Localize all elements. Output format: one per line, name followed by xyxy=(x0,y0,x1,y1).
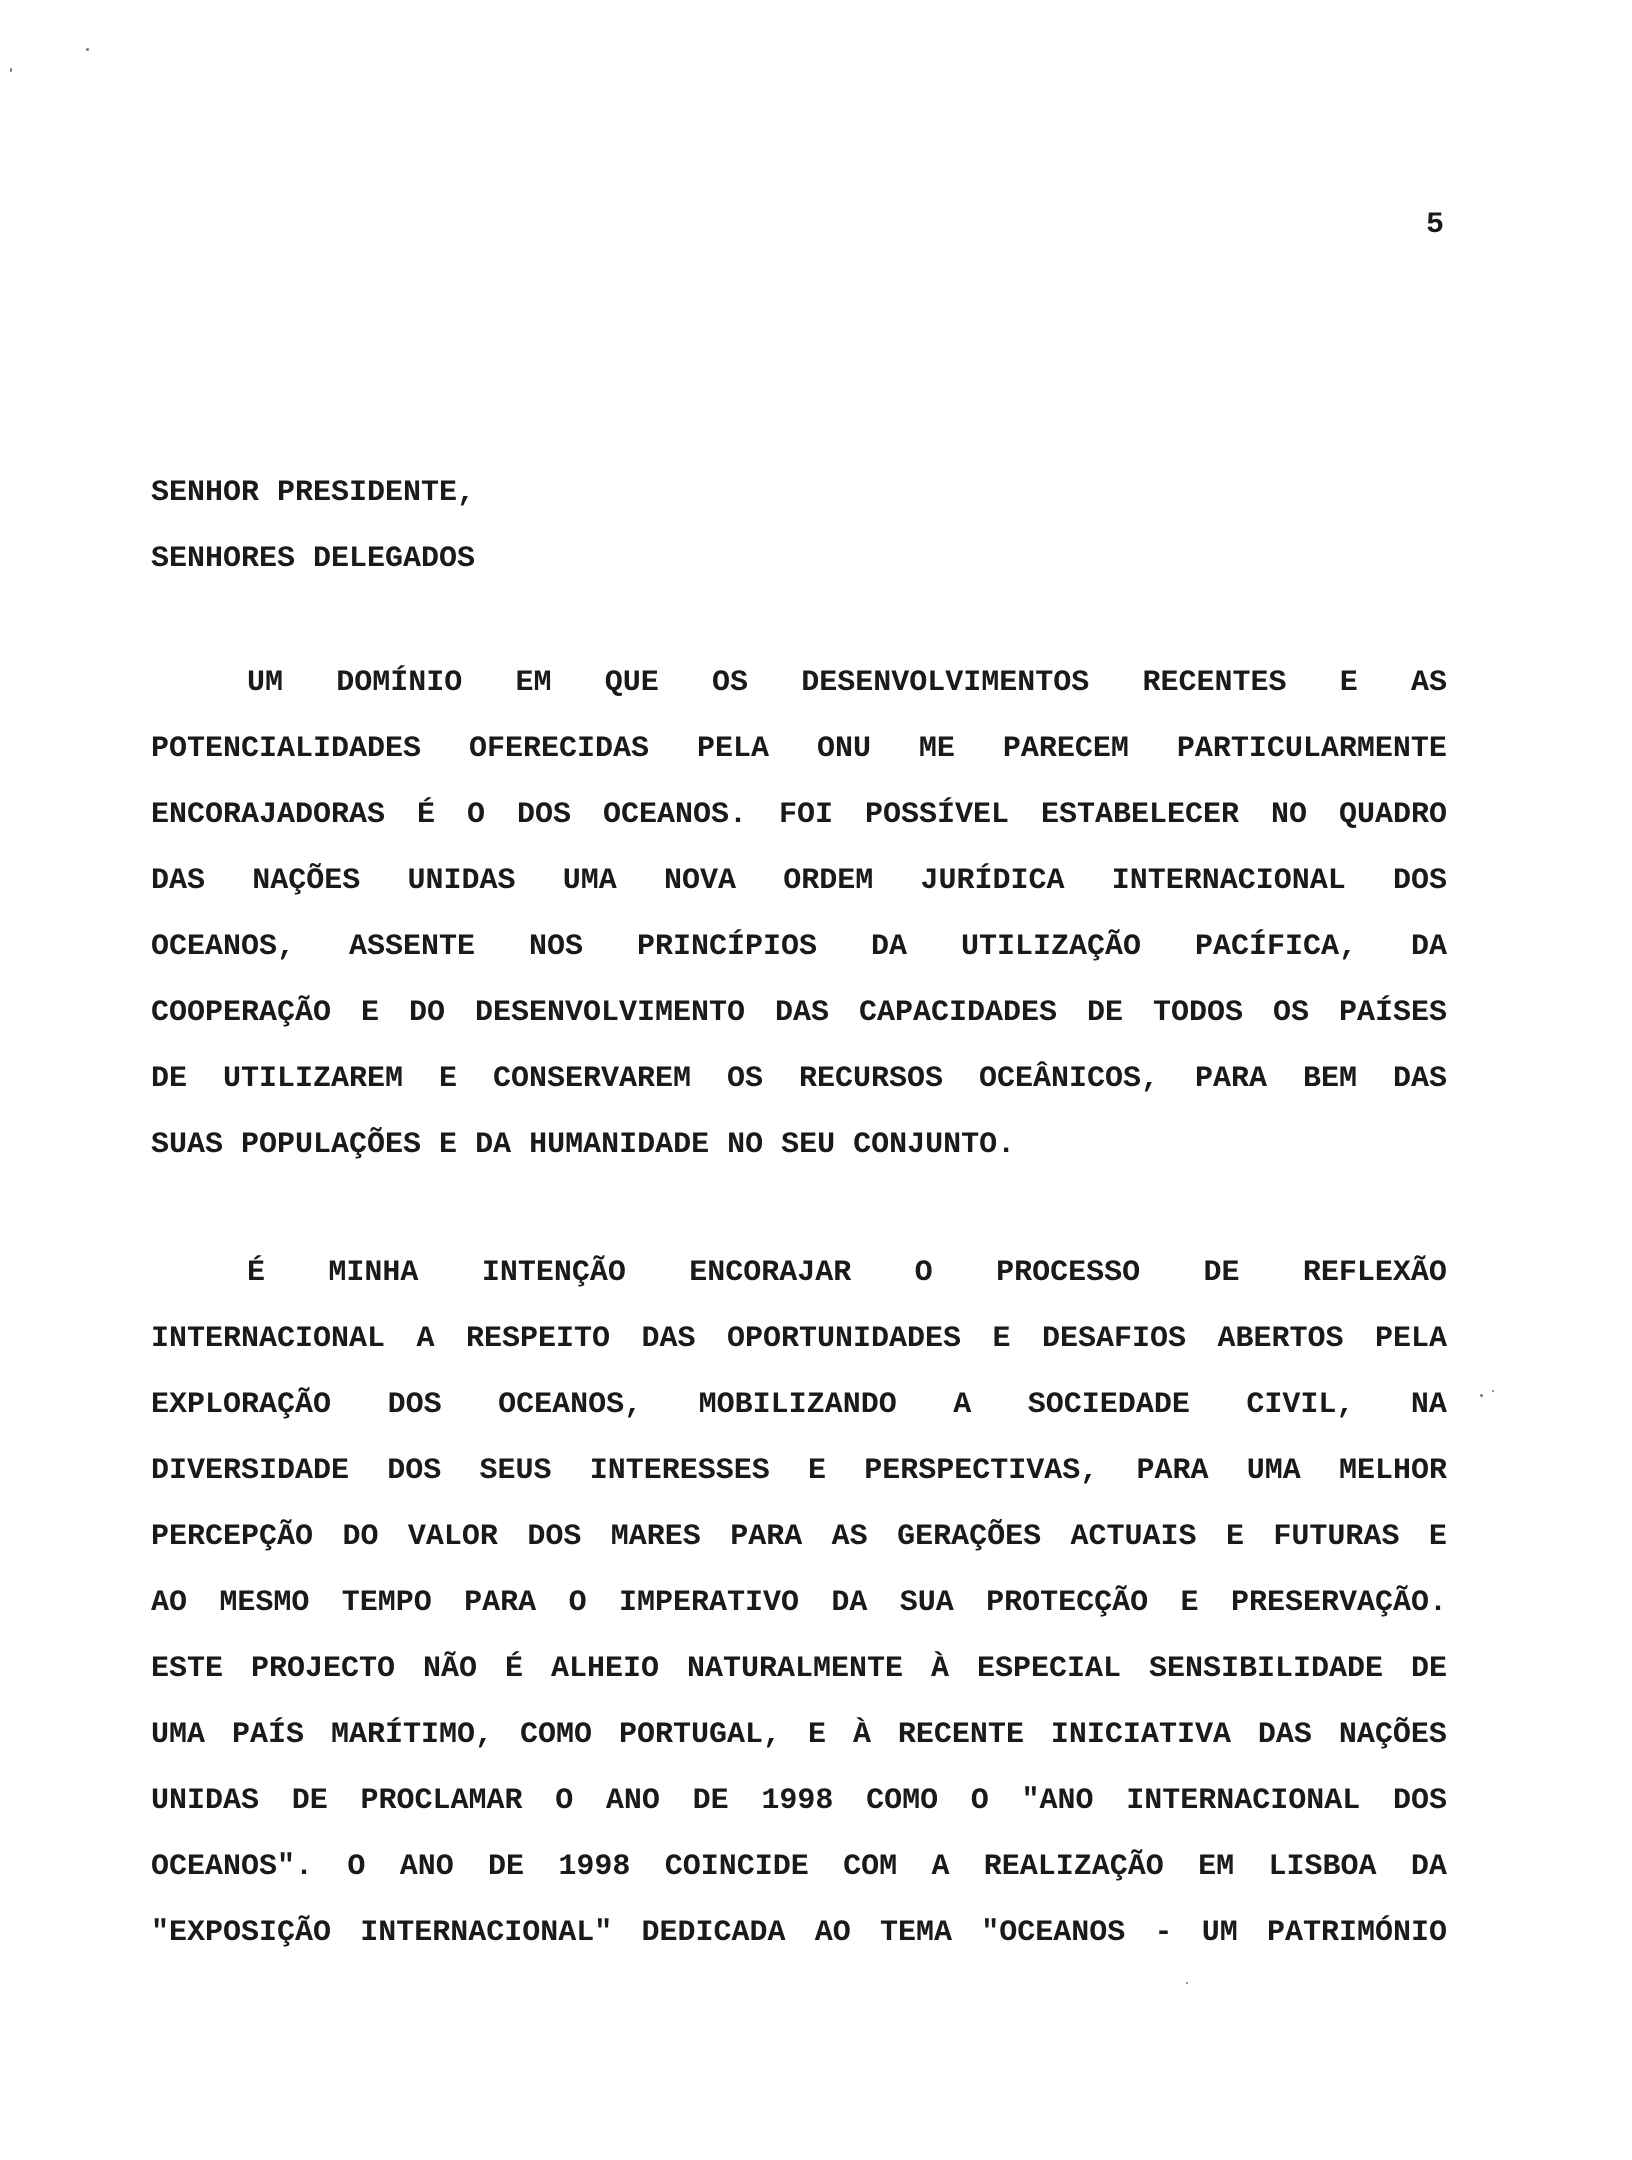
paragraph-line: ESTE PROJECTO NÃO É ALHEIO NATURALMENTE À ESPECIAL SENSIBILIDADE DE xyxy=(151,1652,1447,1686)
paragraph-oceans-domain xyxy=(151,650,1447,1178)
page-number: 5 xyxy=(1425,208,1444,242)
paragraph-line: "EXPOSIÇÃO INTERNACIONAL" DEDICADA AO TEMA "OCEANOS - UM PATRIMÓNIO xyxy=(151,1916,1447,1950)
paragraph-line: OCEANOS". O ANO DE 1998 COINCIDE COM A REALIZAÇÃO EM LISBOA DA xyxy=(151,1850,1447,1884)
paragraph-line: UNIDAS DE PROCLAMAR O ANO DE 1998 COMO O "ANO INTERNACIONAL DOS xyxy=(151,1784,1447,1818)
salutation xyxy=(151,460,1451,592)
paragraph-line: UM DOMÍNIO EM QUE OS DESENVOLVIMENTOS RECENTES E AS xyxy=(247,666,1447,700)
scan-speck xyxy=(1480,1394,1483,1397)
paragraph-line: É MINHA INTENÇÃO ENCORAJAR O PROCESSO DE REFLEXÃO xyxy=(247,1256,1447,1290)
paragraph-line: POTENCIALIDADES OFERECIDAS PELA ONU ME PARECEM PARTICULARMENTE xyxy=(151,732,1447,766)
paragraph-line: ENCORAJADORAS É O DOS OCEANOS. FOI POSSÍVEL ESTABELECER NO QUADRO xyxy=(151,798,1447,832)
scan-speck xyxy=(10,68,12,72)
paragraph-line: COOPERAÇÃO E DO DESENVOLVIMENTO DAS CAPACIDADES DE TODOS OS PAÍSES xyxy=(151,996,1447,1030)
paragraph-line: INTERNACIONAL A RESPEITO DAS OPORTUNIDADES E DESAFIOS ABERTOS PELA xyxy=(151,1322,1447,1356)
paragraph-line: SUAS POPULAÇÕES E DA HUMANIDADE NO SEU CONJUNTO. xyxy=(151,1128,1016,1162)
paragraph-line: EXPLORAÇÃO DOS OCEANOS, MOBILIZANDO A SOCIEDADE CIVIL, NA xyxy=(151,1388,1447,1422)
scan-speck xyxy=(1492,1390,1494,1392)
scan-speck xyxy=(86,48,89,51)
paragraph-line: DIVERSIDADE DOS SEUS INTERESSES E PERSPECTIVAS, PARA UMA MELHOR xyxy=(151,1454,1447,1488)
paragraph-line: DE UTILIZAREM E CONSERVAREM OS RECURSOS OCEÂNICOS, PARA BEM DAS xyxy=(151,1062,1447,1096)
paragraph-line: UMA PAÍS MARÍTIMO, COMO PORTUGAL, E À RECENTE INICIATIVA DAS NAÇÕES xyxy=(151,1718,1447,1752)
salutation-line: SENHOR PRESIDENTE, xyxy=(151,476,476,510)
paragraph-line: AO MESMO TEMPO PARA O IMPERATIVO DA SUA PROTECÇÃO E PRESERVAÇÃO. xyxy=(151,1586,1447,1620)
paragraph-reflection-process xyxy=(151,1240,1447,1966)
salutation-line: SENHORES DELEGADOS xyxy=(151,542,476,576)
paragraph-line: PERCEPÇÃO DO VALOR DOS MARES PARA AS GERAÇÕES ACTUAIS E FUTURAS E xyxy=(151,1520,1447,1554)
paragraph-line: DAS NAÇÕES UNIDAS UMA NOVA ORDEM JURÍDICA INTERNACIONAL DOS xyxy=(151,864,1447,898)
scan-speck xyxy=(1186,1982,1188,1984)
paragraph-line: OCEANOS, ASSENTE NOS PRINCÍPIOS DA UTILIZAÇÃO PACÍFICA, DA xyxy=(151,930,1447,964)
